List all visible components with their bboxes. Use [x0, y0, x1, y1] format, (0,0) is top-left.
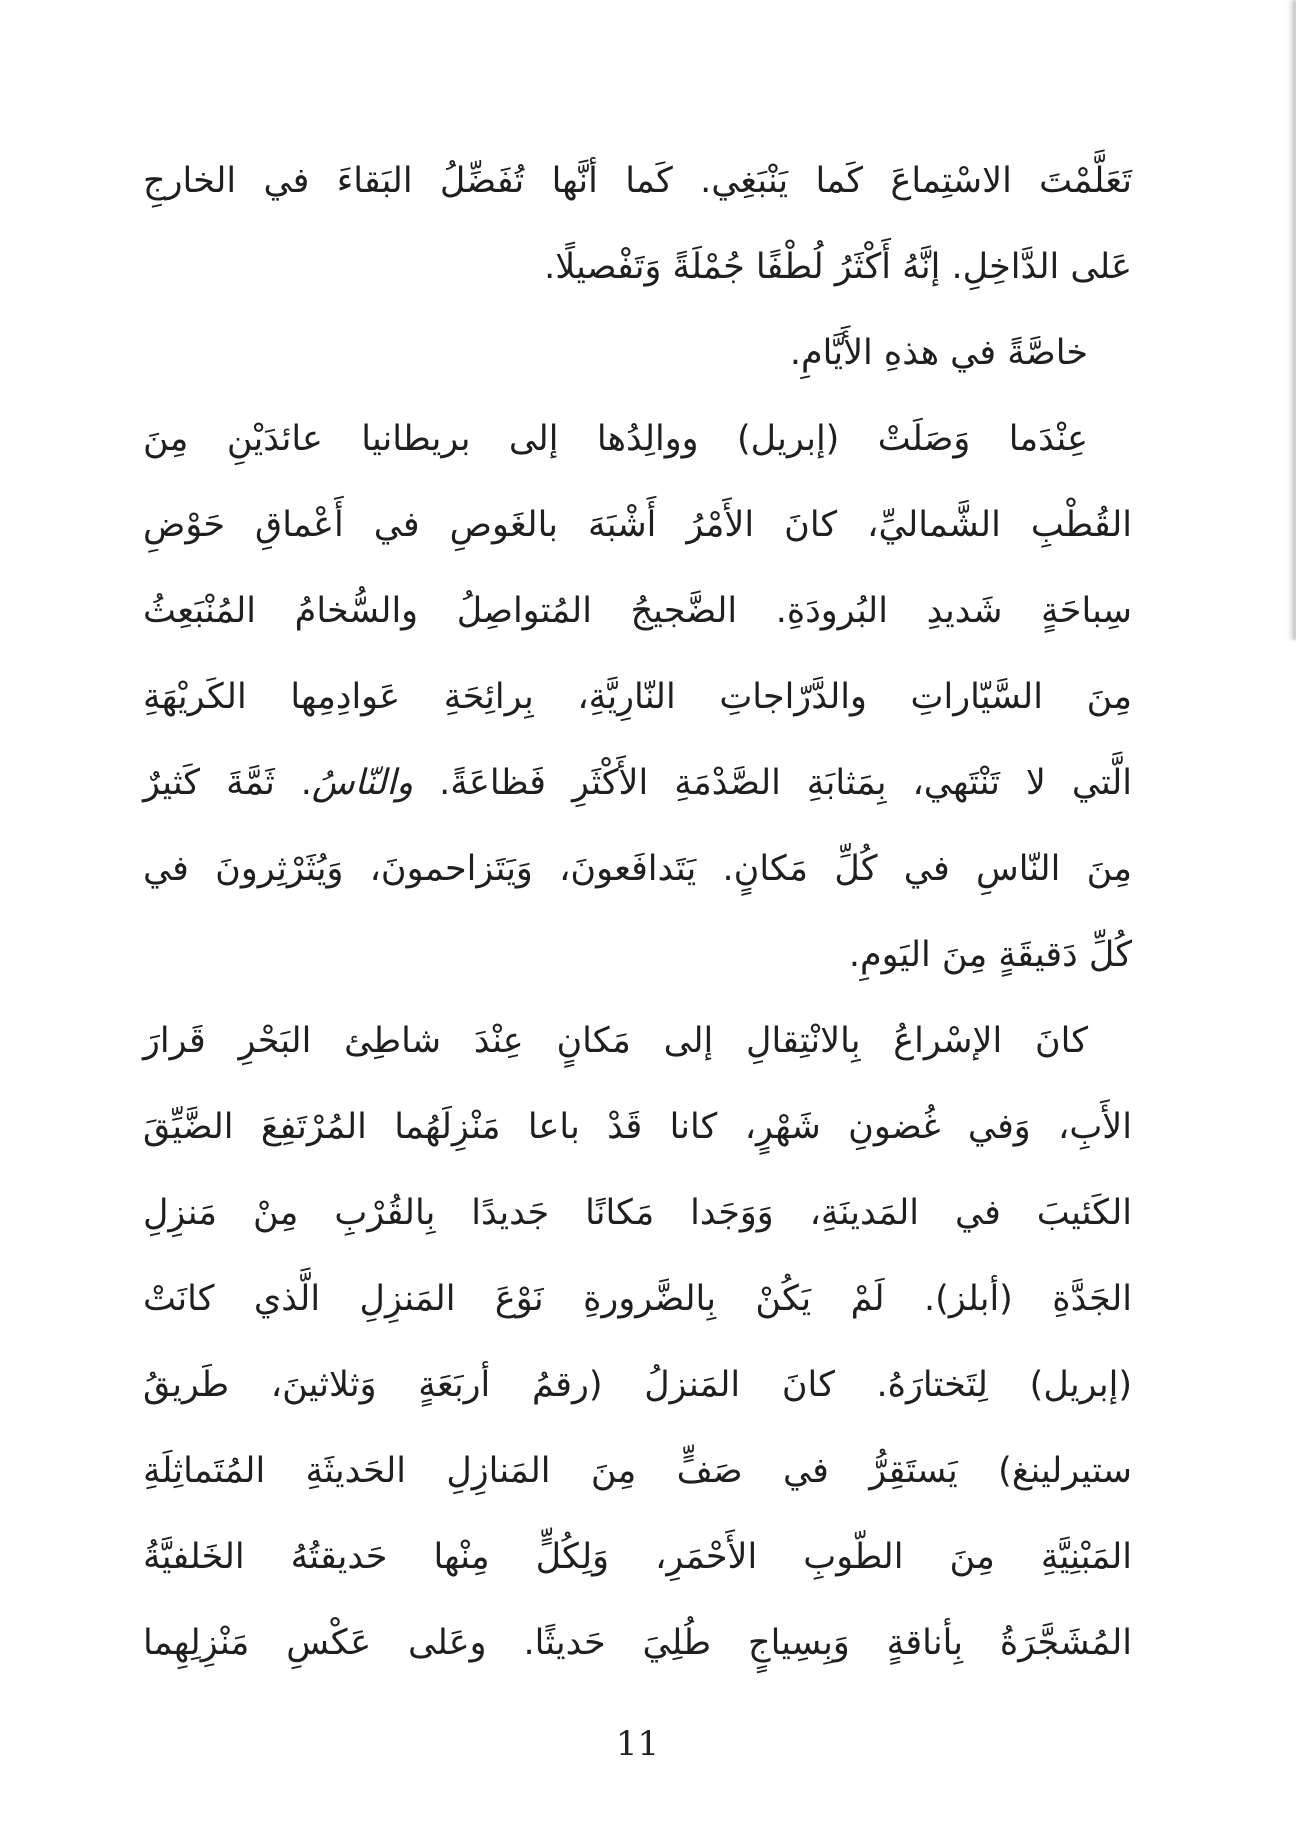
- text-line-14: الجَدَّةِ (أبلز). لَمْ يَكُنْ بِالضَّرورةِ نَوْعَ المَنزِلِ الَّذي كانَتْ: [143, 1279, 1132, 1319]
- text-line-6: سِباحَةٍ شَديدِ البُرودَةِ. الضَّجيجُ المُتواصِلُ والسُّخامُ المُنْبَعِثُ: [143, 591, 1132, 631]
- body-text-block: [143, 138, 1132, 1686]
- text-line-11: كانَ الإسْراعُ بِالانْتِقالِ إلى مَكانٍ عِنْدَ شاطِئ البَحْرِ قَرارَ: [143, 1021, 1088, 1061]
- text-line-8-italic-word: والنّاسُ: [311, 763, 414, 803]
- text-line-5: القُطْبِ الشَّماليِّ، كانَ الأَمْرُ أَشْبَهَ بالغَوصِ في أَعْماقِ حَوْضِ: [143, 505, 1132, 545]
- text-line-18: المُشَجَّرَةُ بِأناقةٍ وَبِسِياجٍ طُلِيَ حَديثًا. وعَلى عَكْسِ مَنْزِلِهِما: [143, 1623, 1132, 1663]
- text-line-13: الكَئيبَ في المَدينَةِ، وَوَجَدا مَكانًا جَديدًا بِالقُرْبِ مِنْ مَنزِلِ: [143, 1193, 1132, 1233]
- text-line-15: (إبريل) لِتَختارَهُ. كانَ المَنزلُ (رقمُ أربَعَةٍ وَثلاثينَ، طَريقُ: [143, 1365, 1132, 1405]
- text-line-3: خاصَّةً في هذهِ الأَيَّامِ.: [789, 333, 1088, 373]
- text-line-17: المَبْنِيَّةِ مِنَ الطّوبِ الأَحْمَرِ، وَلِكُلٍّ مِنْها حَديقتُهُ الخَلفيَّةُ: [143, 1537, 1132, 1577]
- text-line-16: ستيرلينغ) يَستَقِرُّ في صَفٍّ مِنَ المَنازِلِ الحَديثَةِ المُتَماثِلَةِ: [143, 1451, 1132, 1491]
- text-line-1: تَعَلَّمْتَ الاسْتِماعَ كَما يَنْبَغِي. كَما أنَّها تُفَضِّلُ البَقاءَ في الخارجِ: [143, 161, 1132, 201]
- text-line-8: [143, 740, 1132, 826]
- text-line-7: مِنَ السَّيّاراتِ والدَّرّاجاتِ النّارِيَّةِ، بِرائِحَةِ عَوادِمِها الكَريْهَةِ: [143, 677, 1132, 717]
- scan-edge-artifact: [1287, 0, 1296, 640]
- text-line-2: عَلى الدَّاخِلِ. إنَّهُ أَكْثَرُ لُطْفًا جُمْلَةً وَتَفْصيلًا.: [544, 247, 1132, 287]
- text-line-9: مِنَ النّاسِ في كُلِّ مَكانٍ. يَتَدافَعونَ، وَيَتَزاحمونَ، وَيُثَرْثِرونَ في: [143, 849, 1132, 889]
- text-line-8-pre: الَّتي لا تَنْتَهي، بِمَثابَةِ الصَّدْمَةِ الأَكْثَرِ فَظاعَةً.: [413, 763, 1132, 803]
- text-line-4: عِنْدَما وَصَلَتْ (إبريل) ووالِدُها إلى بريطانيا عائدَيْنِ مِنَ: [143, 419, 1088, 459]
- text-line-8-post: . ثَمَّةَ كَثيرٌ: [143, 763, 312, 803]
- page-number: 11: [615, 1724, 660, 1764]
- text-line-12: الأَبِ، وَفي غُضونِ شَهْرٍ، كانا قَدْ باعا مَنْزِلَهُما المُرْتَفِعَ الضَّيِّقَ: [143, 1107, 1132, 1147]
- text-line-10: كُلِّ دَقيقَةٍ مِنَ اليَومِ.: [848, 935, 1132, 975]
